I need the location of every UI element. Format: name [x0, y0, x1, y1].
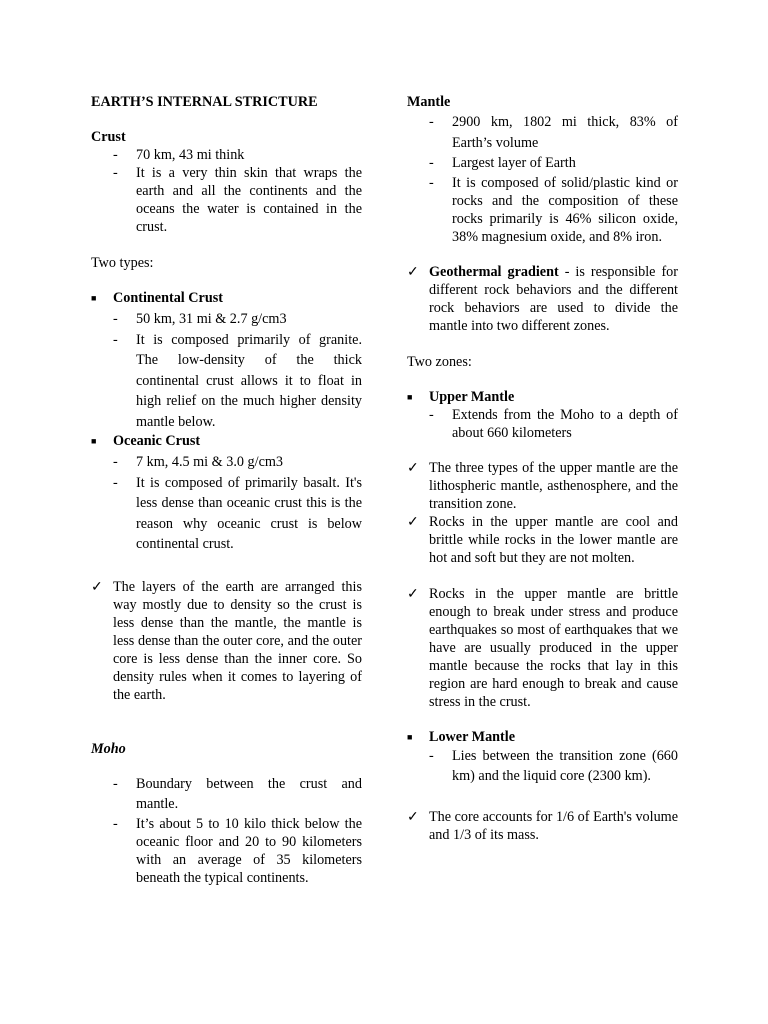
list-item — [407, 746, 678, 787]
note-text: The three types of the upper mantle are the lithospheric mantle, asthenosphere, and the transition zone. — [429, 459, 678, 512]
upper-mantle-note — [407, 585, 678, 711]
list-item-text: It is composed of solid/plastic kind or rocks and the composition of these rocks primarily is 46% silicon oxide, 38% magnesium oxide, and 8% iron. — [452, 174, 678, 245]
upper-mantle-heading — [407, 388, 678, 406]
two-zones-label: Two zones: — [407, 353, 472, 370]
check-icon: ✓ — [91, 578, 103, 595]
dash-bullet: - — [429, 114, 434, 130]
dash-bullet: - — [113, 147, 118, 163]
list-item — [91, 309, 362, 330]
check-icon: ✓ — [407, 263, 419, 280]
heading-text: Upper Mantle — [429, 388, 515, 405]
dash-bullet: - — [113, 815, 118, 832]
list-item — [91, 452, 362, 473]
list-item-text: It is composed primarily of granite. The low-density of the thick continental crust allows it to float in high relief on the much higher density mantle below. — [136, 331, 362, 430]
dash-bullet: - — [113, 474, 118, 491]
list-item — [91, 774, 362, 815]
mantle-heading: Mantle — [407, 94, 451, 110]
upper-mantle-note — [407, 459, 678, 513]
heading-text: Lower Mantle — [429, 728, 516, 745]
continental-crust-heading — [91, 289, 362, 307]
list-item — [91, 164, 362, 236]
square-bullet-icon: ■ — [91, 293, 97, 303]
list-item-text: 2900 km, 1802 mi thick, 83% of Earth’s volume — [452, 114, 678, 151]
document-title: EARTH’S INTERNAL STRICTURE — [91, 94, 318, 110]
check-icon: ✓ — [407, 808, 419, 825]
list-item-text: 7 km, 4.5 mi & 3.0 g/cm3 — [136, 454, 283, 470]
dash-bullet: - — [113, 454, 118, 470]
moho-heading: Moho — [91, 740, 126, 757]
crust-heading: Crust — [91, 129, 126, 145]
dash-bullet: - — [429, 155, 434, 171]
list-item — [91, 330, 362, 433]
list-item-text: Largest layer of Earth — [452, 155, 576, 171]
list-item — [91, 146, 362, 164]
list-item-text: 70 km, 43 mi think — [136, 147, 245, 163]
note-text: Rocks in the upper mantle are brittle enough to break under stress and produce earthquakes so most of earthquakes that we have are usually produced in the upper mantle because the rocks that lay in this region are hard enough to break and cause stress in the crust. — [429, 585, 678, 710]
square-bullet-icon: ■ — [407, 391, 413, 402]
check-icon: ✓ — [407, 585, 419, 602]
list-item-text: Extends from the Moho to a depth of about 660 kilometers — [452, 406, 678, 441]
dash-bullet: - — [429, 174, 434, 191]
note-text: The core accounts for 1/6 of Earth's volume and 1/3 of its mass. — [429, 808, 678, 843]
list-item-text: It is a very thin skin that wraps the earth and all the continents and the oceans the water is contained in the crust. — [136, 165, 362, 235]
list-item-text: 50 km, 31 mi & 2.7 g/cm3 — [136, 311, 287, 327]
list-item-text: Boundary between the crust and mantle. — [136, 775, 362, 812]
right-column — [407, 92, 678, 844]
layers-note — [91, 578, 362, 704]
term-text: Geothermal gradient — [429, 263, 559, 280]
left-column — [91, 92, 362, 887]
check-icon: ✓ — [407, 459, 419, 476]
list-item — [91, 815, 362, 887]
note-text: The layers of the earth are arranged this way mostly due to density so the crust is less dense than the mantle, the mantle is less dense than the outer core, and the outer core is less dense than the inner core. So density rules when it comes to layering of the earth. — [113, 578, 362, 703]
lower-mantle-heading — [407, 728, 678, 746]
note-text: Rocks in the upper mantle are cool and brittle while rocks in the lower mantle are hot and soft but they are not molten. — [429, 513, 678, 566]
list-item — [407, 174, 678, 246]
list-item-text: It is composed of primarily basalt. It's less dense than oceanic crust this is the reason why oceanic crust is below continental crust. — [136, 474, 362, 552]
list-item — [407, 112, 678, 153]
list-item-text: Lies between the transition zone (660 km) and the liquid core (2300 km). — [452, 747, 678, 784]
note-text: - is responsible for different rock behaviors and the different rock behaviors are used to divide the mantle into two different zones. — [429, 263, 678, 334]
square-bullet-icon: ■ — [91, 436, 97, 446]
dash-bullet: - — [113, 311, 118, 327]
geothermal-gradient-note — [407, 263, 678, 335]
dash-bullet: - — [429, 406, 434, 423]
dash-bullet: - — [113, 331, 118, 348]
two-types-label: Two types: — [91, 255, 154, 271]
square-bullet-icon: ■ — [407, 731, 413, 742]
oceanic-crust-heading — [91, 432, 362, 450]
list-item-text: It’s about 5 to 10 kilo thick below the oceanic floor and 20 to 90 kilometers with an average of 35 kilometers beneath the typical continents. — [136, 815, 362, 886]
heading-text: Oceanic Crust — [113, 433, 201, 449]
heading-text: Continental Crust — [113, 290, 223, 306]
list-item — [91, 473, 362, 555]
list-item — [407, 153, 678, 174]
dash-bullet: - — [113, 775, 118, 792]
core-note — [407, 808, 678, 844]
list-item — [407, 406, 678, 442]
upper-mantle-note — [407, 513, 678, 567]
dash-bullet: - — [113, 165, 118, 181]
dash-bullet: - — [429, 747, 434, 764]
check-icon: ✓ — [407, 513, 419, 530]
